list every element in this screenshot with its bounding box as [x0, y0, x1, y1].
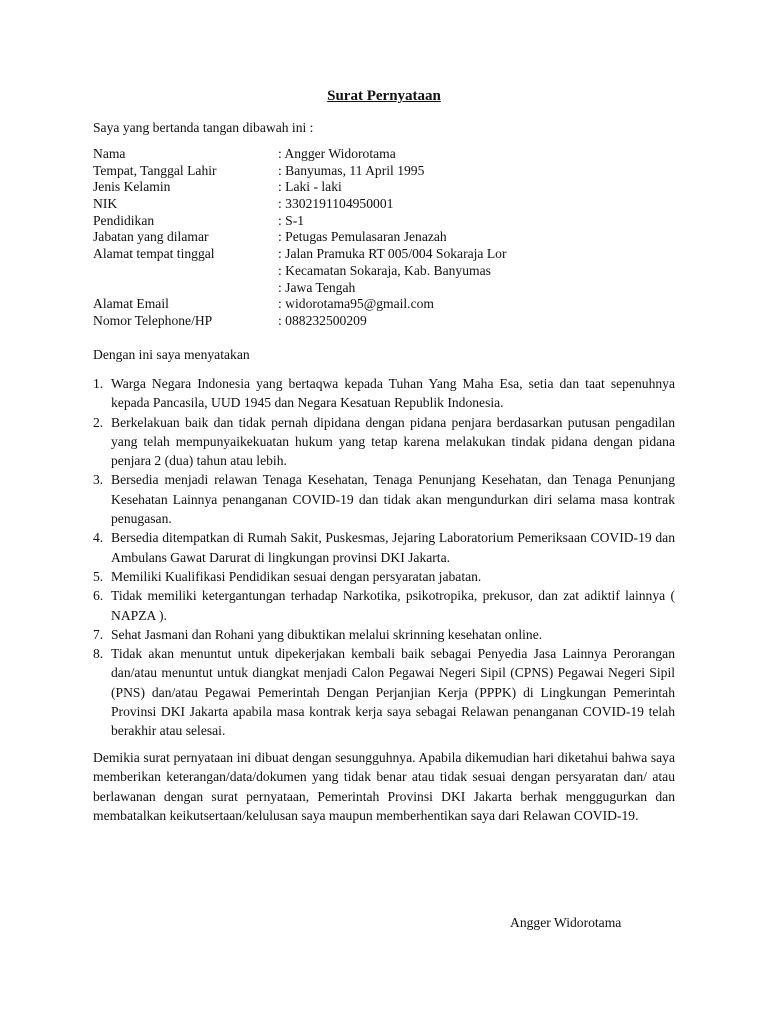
identity-value: : widorotama95@gmail.com — [278, 296, 434, 312]
identity-value: : 3302191104950001 — [278, 196, 394, 212]
list-text: Memiliki Kualifikasi Pendidikan sesuai dengan persyaratan jabatan. — [111, 568, 482, 584]
list-item — [93, 470, 675, 528]
identity-label: Pendidikan — [93, 212, 155, 228]
identity-row — [93, 213, 683, 230]
identity-value: : S-1 — [278, 212, 305, 228]
list-number: 4. — [93, 530, 104, 546]
declaration-list — [93, 374, 675, 741]
declaration-intro: Dengan ini saya menyatakan — [93, 347, 250, 362]
signature-name: Angger Widorotama — [510, 915, 622, 930]
list-text: Tidak akan menuntut untuk dipekerjakan kembali baik sebagai Penyedia Jasa Lainnya Perorangan dan/atau menuntut untuk diangkat menjadi Calon Pegawai Negeri Sipil (CPNS) Pegawai Negeri Sipil (PNS) dan/atau Pegawai Pemerintah Dengan Perjanjian Kerja (PPPK) di Lingkungan Pemerintah Provinsi DKI Jakarta apabila masa kontrak kerja saya sebagai Relawan penanganan COVID-19 telah berakhir atau selesai. — [111, 646, 675, 739]
closing-paragraph: Demikia surat pernyataan ini dibuat dengan sesungguhnya. Apabila dikemudian hari diketahui bahwa saya memberikan keterangan/data/dokumen yang tidak benar atau tidak sesuai dengan persyaratan dan/ atau berlawanan dengan surat pernyataan, Pemerintah Provinsi DKI Jakarta berhak menggugurkan dan membatalkan keikutsertaan/kelulusan saya maupun memberhentikan saya dari Relawan COVID-19. — [93, 750, 675, 823]
identity-row — [93, 313, 683, 330]
list-number: 2. — [93, 414, 104, 430]
identity-row — [93, 263, 683, 280]
list-item — [93, 586, 675, 625]
identity-row — [93, 146, 683, 163]
list-item — [93, 625, 675, 644]
identity-label: Alamat Email — [93, 296, 169, 312]
list-item — [93, 413, 675, 471]
list-text: Sehat Jasmani dan Rohani yang dibuktikan melalui skrinning kesehatan online. — [111, 626, 543, 642]
identity-label: Nomor Telephone/HP — [93, 312, 213, 328]
list-number: 7. — [93, 626, 104, 642]
list-number: 3. — [93, 472, 104, 488]
list-text: Bersedia ditempatkan di Rumah Sakit, Puskesmas, Jejaring Laboratorium Pemeriksaan COVID-19 dan Ambulans Gawat Darurat di lingkungan provinsi DKI Jakarta. — [111, 530, 675, 565]
identity-value: : Petugas Pemulasaran Jenazah — [278, 229, 447, 245]
identity-value: : Jawa Tengah — [278, 279, 356, 295]
list-number: 8. — [93, 646, 104, 662]
list-text: Tidak memiliki ketergantungan terhadap Narkotika, psikotropika, prekusor, dan zat adiktif lainnya ( NAPZA ). — [111, 588, 675, 623]
list-number: 5. — [93, 568, 104, 584]
identity-row — [93, 280, 683, 297]
identity-value: : Laki - laki — [278, 179, 342, 195]
list-item — [93, 567, 675, 586]
identity-value: : Jalan Pramuka RT 005/004 Sokaraja Lor — [278, 246, 507, 262]
identity-row — [93, 229, 683, 246]
list-text: Berkelakuan baik dan tidak pernah dipidana dengan pidana penjara berdasarkan putusan pengadilan yang telah mempunyaikekuatan hukum yang tetap karena melakukan tindak pidana dengan pidana penjara 2 (dua) tahun atau lebih. — [111, 414, 675, 469]
list-item — [93, 374, 675, 413]
identity-label — [93, 263, 278, 280]
identity-value: : 088232500209 — [278, 312, 367, 328]
identity-label: Tempat, Tanggal Lahir — [93, 162, 217, 178]
identity-row — [93, 246, 683, 263]
identity-table — [93, 146, 683, 330]
identity-value: : Banyumas, 11 April 1995 — [278, 162, 425, 178]
identity-label: NIK — [93, 196, 118, 212]
document-title: Surat Pernyataan — [327, 88, 441, 104]
identity-row — [93, 179, 683, 196]
list-number: 1. — [93, 376, 104, 391]
identity-row — [93, 163, 683, 180]
identity-value: : Kecamatan Sokaraja, Kab. Banyumas — [278, 262, 491, 278]
identity-row — [93, 196, 683, 213]
list-item — [93, 644, 675, 740]
list-text: Warga Negara Indonesia yang bertaqwa kepada Tuhan Yang Maha Esa, setia dan taat sepenuhnya kepada Pancasila, UUD 1945 dan Negara Kesatuan Republik Indonesia. — [111, 376, 675, 411]
identity-label: Jabatan yang dilamar — [93, 229, 209, 245]
identity-label: Jenis Kelamin — [93, 179, 171, 195]
identity-label: Alamat tempat tinggal — [93, 246, 215, 262]
intro-text: Saya yang bertanda tangan dibawah ini : — [93, 120, 314, 135]
list-text: Bersedia menjadi relawan Tenaga Kesehatan, Tenaga Penunjang Kesehatan, dan Tenaga Penunjang Kesehatan Lainnya penanganan COVID-19 dan tidak akan mengundurkan diri selama masa kontrak penugasan. — [111, 472, 675, 527]
identity-label — [93, 280, 278, 297]
list-number: 6. — [93, 588, 104, 604]
identity-row — [93, 296, 683, 313]
identity-value: : Angger Widorotama — [278, 146, 396, 161]
list-item — [93, 528, 675, 567]
identity-label: Nama — [93, 146, 126, 161]
